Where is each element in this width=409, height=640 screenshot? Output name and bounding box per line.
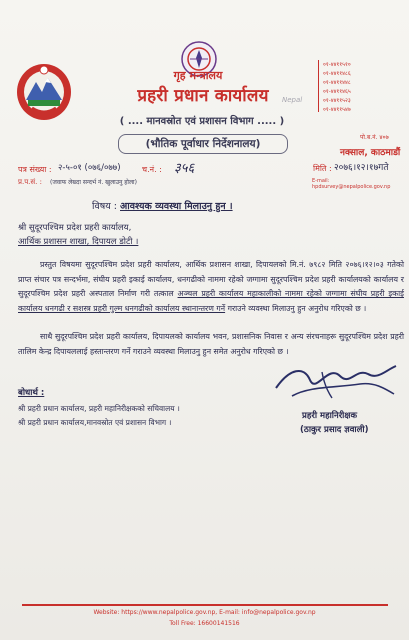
ministry-name: गृह मन्त्रालय <box>173 69 223 82</box>
phone-number: ०१-४४११४८६ <box>323 71 351 77</box>
watermark-text: Nepal <box>282 96 303 104</box>
signatory-title: प्रहरी महानिरीक्षक <box>302 411 358 421</box>
department-name: ( .... मानवस्रोत एवं प्रशासन विभाग ..... ) <box>119 116 285 127</box>
phone-number: ०१-४४११४४८ <box>323 80 351 86</box>
phone-number: ०१-४४११५२३ <box>323 98 351 104</box>
body-text: गराउने व्यवस्था मिलाउनु हुन अनुरोध गरिएको छ । <box>227 303 367 313</box>
body-text-underlined: अञ्चल प्रहरी कार्यालय महाकालीको नाममा रहेको जग्गामा संघीय प्रहरी इकाई कार्यालय धनगढी र सशस्त्र प्रहरी गुल्म धनगढीको कार्यालय स्थानान्तरण गर्ने <box>18 289 404 313</box>
date-label: मिति : <box>313 164 332 173</box>
footer-divider <box>22 604 388 606</box>
directorate-name: (भौतिक पूर्वाधार निर्देशनालय) <box>118 134 288 154</box>
body-paragraph: साथै सुदूरपश्चिम प्रदेश प्रहरी कार्यालय, दिपायलको कार्यालय भवन, प्रशासनिक निवास र अन्य संरचनाहरू सुदूरपश्चिम प्रदेश प्रहरी तालिम केन्द्र दिपायललाई हस्तान्तरण गर्ने गराउने व्यवस्था मिलाउनु हुन समेत अनुरोध गरिएको छ । <box>18 332 404 356</box>
cc-item: श्री प्रहरी प्रधान कार्यालय,मानवस्रोत एवं प्रशासन विभाग । <box>18 418 172 427</box>
reply-ref-label: प्र.प.सं. : <box>18 178 42 186</box>
letter-number-label: पत्र संख्या : <box>18 165 52 174</box>
office-name: प्रहरी प्रधान कार्यालय <box>137 86 269 106</box>
reply-ref-note: (जवाफ लेख्दा सन्दर्भ नं. खुलाउनु होला) <box>50 179 137 186</box>
subject-line <box>92 199 233 212</box>
dispatch-number-label: च.नं. : <box>142 165 162 174</box>
subject-text: आवश्यक व्यवस्था मिलाउनु हुन । <box>120 201 233 212</box>
footer-tollfree: Toll Free: 16600141516 <box>169 620 240 627</box>
signatory-name: (ठाकुर प्रसाद ज्ञवाली) <box>300 425 369 435</box>
phone-number: ०१-४४११४६५ <box>323 89 351 95</box>
recipient-line: आर्थिक प्रशासन शाखा, दिपायल डोटी । <box>18 237 139 247</box>
cc-title: बोधार्थ : <box>18 388 45 398</box>
subject-label: विषय : <box>92 201 117 212</box>
office-email: E-mail: hpdsurvey@nepalpolice.gov.np <box>312 178 391 190</box>
signature-icon <box>270 358 400 406</box>
dispatch-number-value: ३५६ <box>174 161 195 176</box>
footer-website: Website: https://www.nepalpolice.gov.np, E-mail: info@nepalpolice.gov.np <box>93 609 316 616</box>
phone-number: ०१-४४११५१० <box>323 62 351 68</box>
office-address: नक्साल, काठमाडौं <box>340 148 401 158</box>
date-value: २०७६।१२।१७गते <box>334 163 389 173</box>
recipient-line: श्री सुदूरपश्चिम प्रदेश प्रहरी कार्यालय, <box>18 223 132 233</box>
body-paragraph <box>18 258 404 316</box>
phone-list <box>318 60 401 112</box>
cc-item: श्री प्रहरी प्रधान कार्यालय, प्रहरी महानिरीक्षकको सचिवालय । <box>18 404 180 413</box>
po-box: पो.ब.नं. ४०७ <box>360 134 389 141</box>
phone-number: ०१-४४११५४७ <box>323 107 351 113</box>
letter-number-value: २-५-०१ (०७६/०७७) <box>58 163 121 173</box>
nepal-emblem-icon <box>14 60 74 122</box>
body-text: प्रस्तुत विषयमा सुदूरपश्चिम प्रदेश प्रहरी कार्यालय, आर्थिक प्रशासन शाखा, दिपायलको मि.नं. ७९८२ मिति २०७६।१२।०३ गतेको प्राप्त संचार पत्र सन्दर्भमा, संघीय प्रहरी इकाई कार्यालय, धनगढीको नाममा रहेको जग्गामा सुदूरपश्चिम प्रदेश प्रहरी कार्यालयको कार्यालय र सुदूरपश्चिम प्रदेश प्रहरी अस्पताल निर्माण गरी तत्काल <box>18 260 404 299</box>
